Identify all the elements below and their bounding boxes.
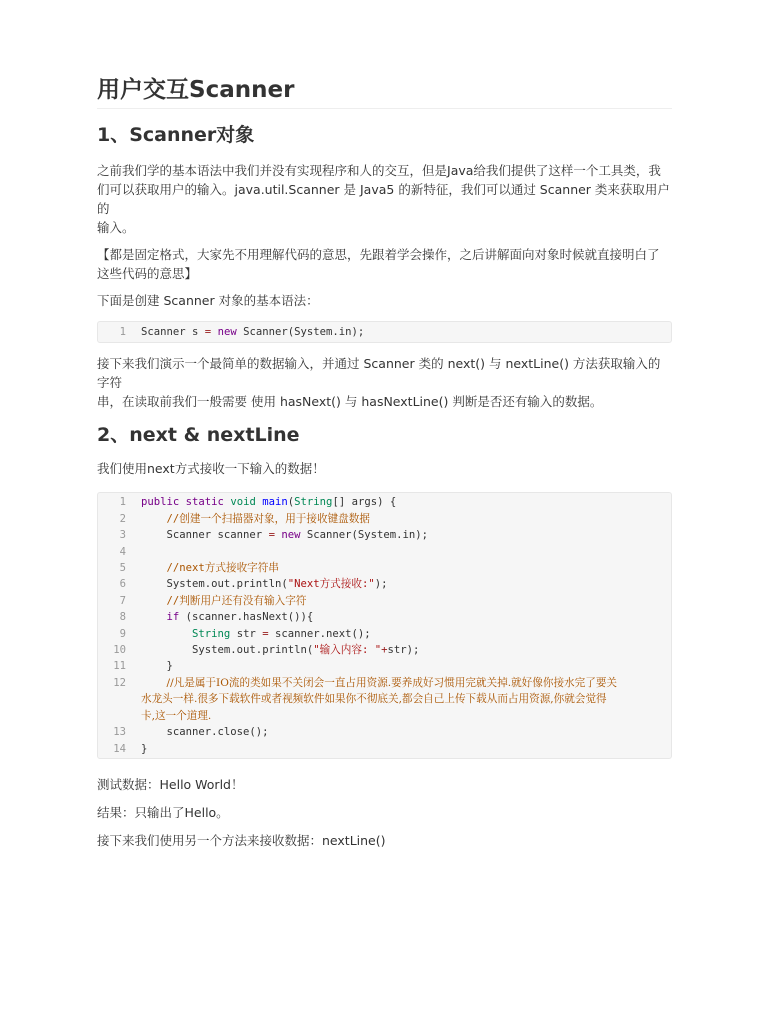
paragraph-line: 之前我们学的基本语法中我们并没有实现程序和人的交互，但是Java给我们提供了这样一个工具类，我 [97,163,661,178]
line-number: 4 [119,545,126,558]
line-number: 3 [119,529,126,542]
code-line [98,593,671,609]
code-text: System.out.println("输入内容: "+str); [192,644,420,657]
code-text: //凡是属于IO流的类如果不关闭会一直占用资源.要养成好习惯用完就关掉.就好像你接水完了要关 水龙头一样.很多下载软件或者视频软件如果你不彻底关,都会自己上传下载从而占用资源,你就会觉得 卡,这一个道理. [141,676,618,722]
code-text: } [166,660,173,673]
code-text: String str = scanner.next(); [192,627,371,640]
line-number: 6 [119,578,126,591]
paragraph-line: 串，在读取前我们一般需要 使用 hasNext() 与 hasNextLine() 判断是否还有输入的数据。 [97,394,603,410]
code-line [98,642,671,658]
note-paragraph [97,245,672,283]
page-title: 用户交互Scanner [97,72,672,109]
code-line [98,324,671,340]
code-text: scanner.close(); [166,726,269,739]
code-line [98,741,671,757]
paragraph-line: 们可以获取用户的输入。java.util.Scanner 是 Java5 的新特征，我们可以通过 Scanner 类来获取用户的 [97,182,670,216]
line-number: 1 [119,326,126,338]
document-page [97,72,672,850]
code-text: } [141,742,148,755]
code-text: System.out.println("Next方式接收:"); [166,578,388,591]
code-line [98,626,671,642]
code-line [98,511,671,527]
line-number: 2 [119,512,126,525]
code-line [98,527,671,543]
line-number: 5 [119,562,126,575]
code-text: public static void main(String[] args) { [141,496,397,509]
code-text: Scanner s = new Scanner(System.in); [141,326,365,338]
line-number: 12 [113,676,126,689]
line-number: 8 [119,611,126,624]
syntax-intro-paragraph: 下面是创建 Scanner 对象的基本语法： [97,293,319,308]
nextline-intro-paragraph: 接下来我们使用另一个方法来接收数据：nextLine() [97,832,386,848]
code-line [98,544,671,560]
line-number: 11 [113,660,126,673]
demo-paragraph [97,354,672,411]
result-paragraph: 结果：只输出了Hello。 [97,804,229,820]
paragraph-line: 这些代码的意思】 [97,266,198,281]
line-number: 1 [119,496,126,509]
intro-paragraph [97,161,672,237]
line-number: 9 [119,627,126,640]
code-line [98,658,671,674]
code-block-scanner-syntax[interactable] [97,321,672,343]
code-line [98,609,671,625]
next-intro-paragraph: 我们使用next方式接收一下输入的数据！ [97,461,325,477]
code-line [98,576,671,592]
line-number: 10 [113,644,126,657]
line-number: 14 [113,742,126,755]
paragraph-line: 输入。 [97,220,135,235]
paragraph-line: 【都是固定格式，大家先不用理解代码的意思，先跟着学会操作，之后讲解面向对象时候就直接明白了 [97,247,660,262]
code-text: //判断用户还有没有输入字符 [166,594,307,607]
code-line [98,494,671,510]
code-text: if (scanner.hasNext()){ [166,611,314,624]
code-block-next-demo[interactable] [97,492,672,759]
paragraph-line: 接下来我们演示一个最简单的数据输入，并通过 Scanner 类的 next() 与 nextLine() 方法获取输入的字符 [97,356,661,391]
code-text: Scanner scanner = new Scanner(System.in); [166,529,429,542]
code-text: //next方式接收字符串 [166,562,279,575]
code-line [98,724,671,740]
line-number: 13 [113,726,126,739]
line-number: 7 [119,594,126,607]
test-data-paragraph: 测试数据：Hello World！ [97,776,244,792]
code-line [98,675,671,724]
code-text: //创建一个扫描器对象，用于接收键盘数据 [166,512,370,525]
section-heading-scanner-object: 1、Scanner对象 [97,124,255,146]
section-heading-next-nextline: 2、next & nextLine [97,424,300,447]
code-line [98,560,671,576]
